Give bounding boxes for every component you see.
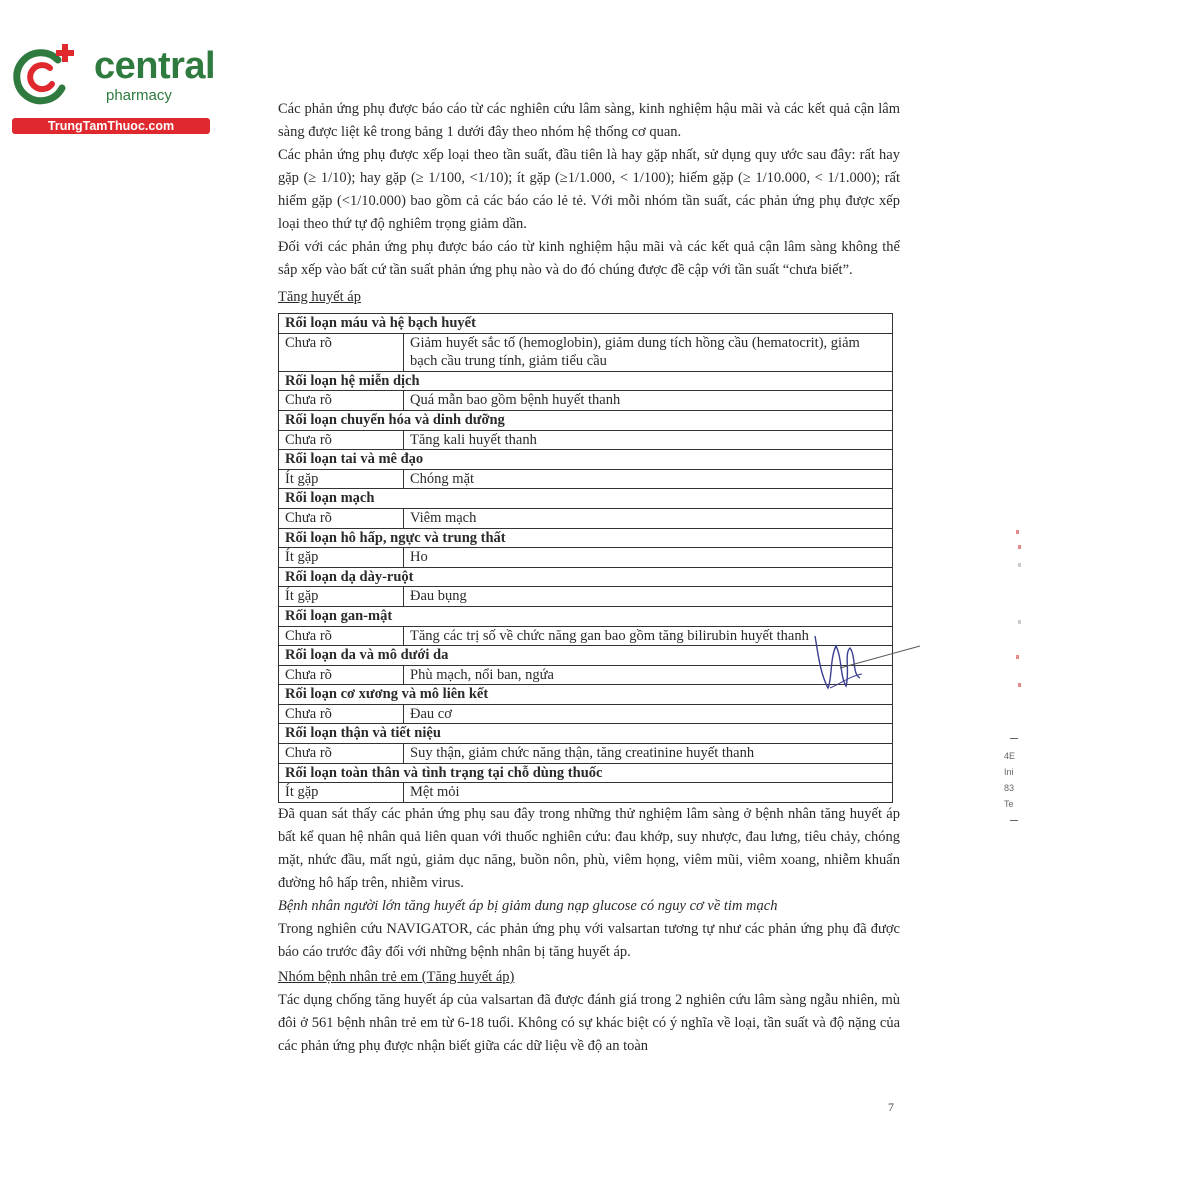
italic-section-heading: Bệnh nhân người lớn tăng huyết áp bị giảm dung nạp glucose có nguy cơ về tim mạch [278,897,778,914]
table-category-row [279,606,893,626]
pediatric-paragraph: Tác dụng chống tăng huyết áp của valsartan đã được đánh giá trong 2 nghiên cứu lâm sàng ngẫu nhiên, mù đôi ở 561 bệnh nhân trẻ em từ 6-18 tuổi. Không có sự khác biệt có ý nghĩa về loại, tần suất và độ nặng của các phản ứng phụ được nhận biết giữa các dữ liệu về độ an toàn [278,991,900,1054]
frequency-cell: Chưa rõ [279,744,404,764]
effect-cell: Chóng mặt [404,469,893,489]
table-row [279,587,893,607]
adverse-effects-table [278,313,893,803]
effect-cell: Đau cơ [404,704,893,724]
table-category-row [279,724,893,744]
table-category-cell: Rối loạn toàn thân và tình trạng tại chỗ dùng thuốc [279,763,893,783]
scan-dash [1010,738,1018,739]
table-category-cell: Rối loạn gan-mật [279,606,893,626]
frequency-cell: Chưa rõ [279,665,404,685]
table-row [279,469,893,489]
effect-cell: Phù mạch, nổi ban, ngứa [404,665,893,685]
frequency-cell: Chưa rõ [279,391,404,411]
scan-dot [1016,655,1019,659]
frequency-cell: Chưa rõ [279,430,404,450]
intro-paragraph-2: Các phản ứng phụ được xếp loại theo tần suất, đầu tiên là hay gặp nhất, sử dụng quy ước sau đây: rất hay gặp (≥ 1/10); hay gặp (≥ 1/100, <1/10); ít gặp (≥1/1.000, < 1/100); hiếm gặp (≥ 1/10.000, < 1/1.000); rất hiếm gặp (<1/10.000) bao gồm cả các báo cáo lẻ tẻ. Với mỗi nhóm tần suất, các phản ứng phụ được xếp loại theo thứ tự độ nghiêm trọng giảm dần. [278,147,900,232]
brand-logo [10,38,220,138]
effect-cell: Mệt mỏi [404,783,893,803]
effect-cell: Ho [404,548,893,568]
effect-cell: Tăng kali huyết thanh [404,430,893,450]
table-heading: Tăng huyết áp [278,289,361,305]
frequency-cell: Ít gặp [279,587,404,607]
effect-cell: Tăng các trị số về chức năng gan bao gồm tăng bilirubin huyết thanh [404,626,893,646]
table-category-cell: Rối loạn cơ xương và mô liên kết [279,685,893,705]
effect-cell: Giảm huyết sắc tố (hemoglobin), giảm dung tích hồng cầu (hematocrit), giảm bạch cầu trung tính, giảm tiểu cầu [404,333,893,371]
effect-cell: Viêm mạch [404,508,893,528]
table-category-cell: Rối loạn máu và hệ bạch huyết [279,314,893,334]
frequency-cell: Chưa rõ [279,508,404,528]
table-category-row [279,528,893,548]
intro-paragraph-3: Đối với các phản ứng phụ được báo cáo từ kinh nghiệm hậu mãi và các kết quả cận lâm sàng không thể sắp xếp vào bất cứ tần suất phản ứng phụ nào và do đó chúng được đề cập với tần suất “chưa biết”. [278,239,900,278]
handwritten-signature [800,628,925,698]
side-scan-text [1004,748,1015,812]
table-row [279,333,893,371]
frequency-cell: Chưa rõ [279,626,404,646]
after-table-paragraph: Đã quan sát thấy các phản ứng phụ sau đây trong những thử nghiệm lâm sàng ở bệnh nhân tăng huyết áp bất kể quan hệ nhân quả liên quan với thuốc nghiên cứu: đau khớp, suy nhược, đau lưng, tiêu chảy, chóng mặt, nhức đầu, mất ngủ, giảm dục năng, buồn nôn, phù, viêm họng, viêm mũi, viêm xoang, nhiễm khuẩn đường hô hấp trên, nhiễm virus. [278,805,900,891]
table-row [279,744,893,764]
page-number: 7 [888,1100,894,1114]
table-row [279,391,893,411]
frequency-cell: Ít gặp [279,469,404,489]
table-category-row [279,410,893,430]
table-row [279,430,893,450]
table-category-cell: Rối loạn tai và mê đạo [279,450,893,470]
navigator-paragraph: Trong nghiên cứu NAVIGATOR, các phản ứng phụ với valsartan tương tự như các phản ứng phụ đã được báo cáo trước đây đối với những bệnh nhân bị tăng huyết áp. [278,920,900,960]
frequency-cell: Chưa rõ [279,333,404,371]
table-category-row [279,567,893,587]
table-category-row [279,450,893,470]
table-row [279,508,893,528]
table-category-cell: Rối loạn hệ miễn dịch [279,371,893,391]
scan-dot [1018,563,1021,567]
logo-sub-text: pharmacy [106,87,172,104]
table-category-cell: Rối loạn da và mô dưới da [279,646,893,666]
frequency-cell: Ít gặp [279,548,404,568]
logo-brand-text: central [94,45,216,87]
side-mark: Te [1004,799,1014,809]
table-category-row [279,489,893,509]
scan-dot [1018,620,1021,624]
effect-cell: Đau bụng [404,587,893,607]
scan-dash [1010,820,1018,821]
table-category-row [279,314,893,334]
table-category-row [279,763,893,783]
effect-cell: Quá mẫn bao gồm bệnh huyết thanh [404,391,893,411]
table-category-cell: Rối loạn dạ dày-ruột [279,567,893,587]
side-mark: Ini [1004,767,1014,777]
table-row [279,783,893,803]
scan-dot [1016,530,1019,534]
document-body [278,98,900,1058]
intro-paragraph-1: Các phản ứng phụ được báo cáo từ các nghiên cứu lâm sàng, kinh nghiệm hậu mãi và các kết quả cận lâm sàng được liệt kê trong bảng 1 dưới đây theo nhóm hệ thống cơ quan. [278,101,900,140]
table-category-cell: Rối loạn thận và tiết niệu [279,724,893,744]
table-row [279,704,893,724]
pediatric-heading: Nhóm bệnh nhân trẻ em (Tăng huyết áp) [278,968,515,985]
table-row [279,548,893,568]
side-mark: 83 [1004,783,1015,793]
table-category-cell: Rối loạn hô hấp, ngực và trung thất [279,528,893,548]
logo-url-text: TrungTamThuoc.com [12,118,210,134]
table-category-cell: Rối loạn mạch [279,489,893,509]
scan-dot [1018,683,1021,687]
scan-dot [1018,545,1021,549]
frequency-cell: Chưa rõ [279,704,404,724]
table-category-cell: Rối loạn chuyển hóa và dinh dưỡng [279,410,893,430]
table-category-row [279,371,893,391]
central-pharmacy-logo-icon [10,38,80,108]
effect-cell: Suy thận, giảm chức năng thận, tăng creatinine huyết thanh [404,744,893,764]
side-mark: 4E [1004,751,1016,761]
frequency-cell: Ít gặp [279,783,404,803]
